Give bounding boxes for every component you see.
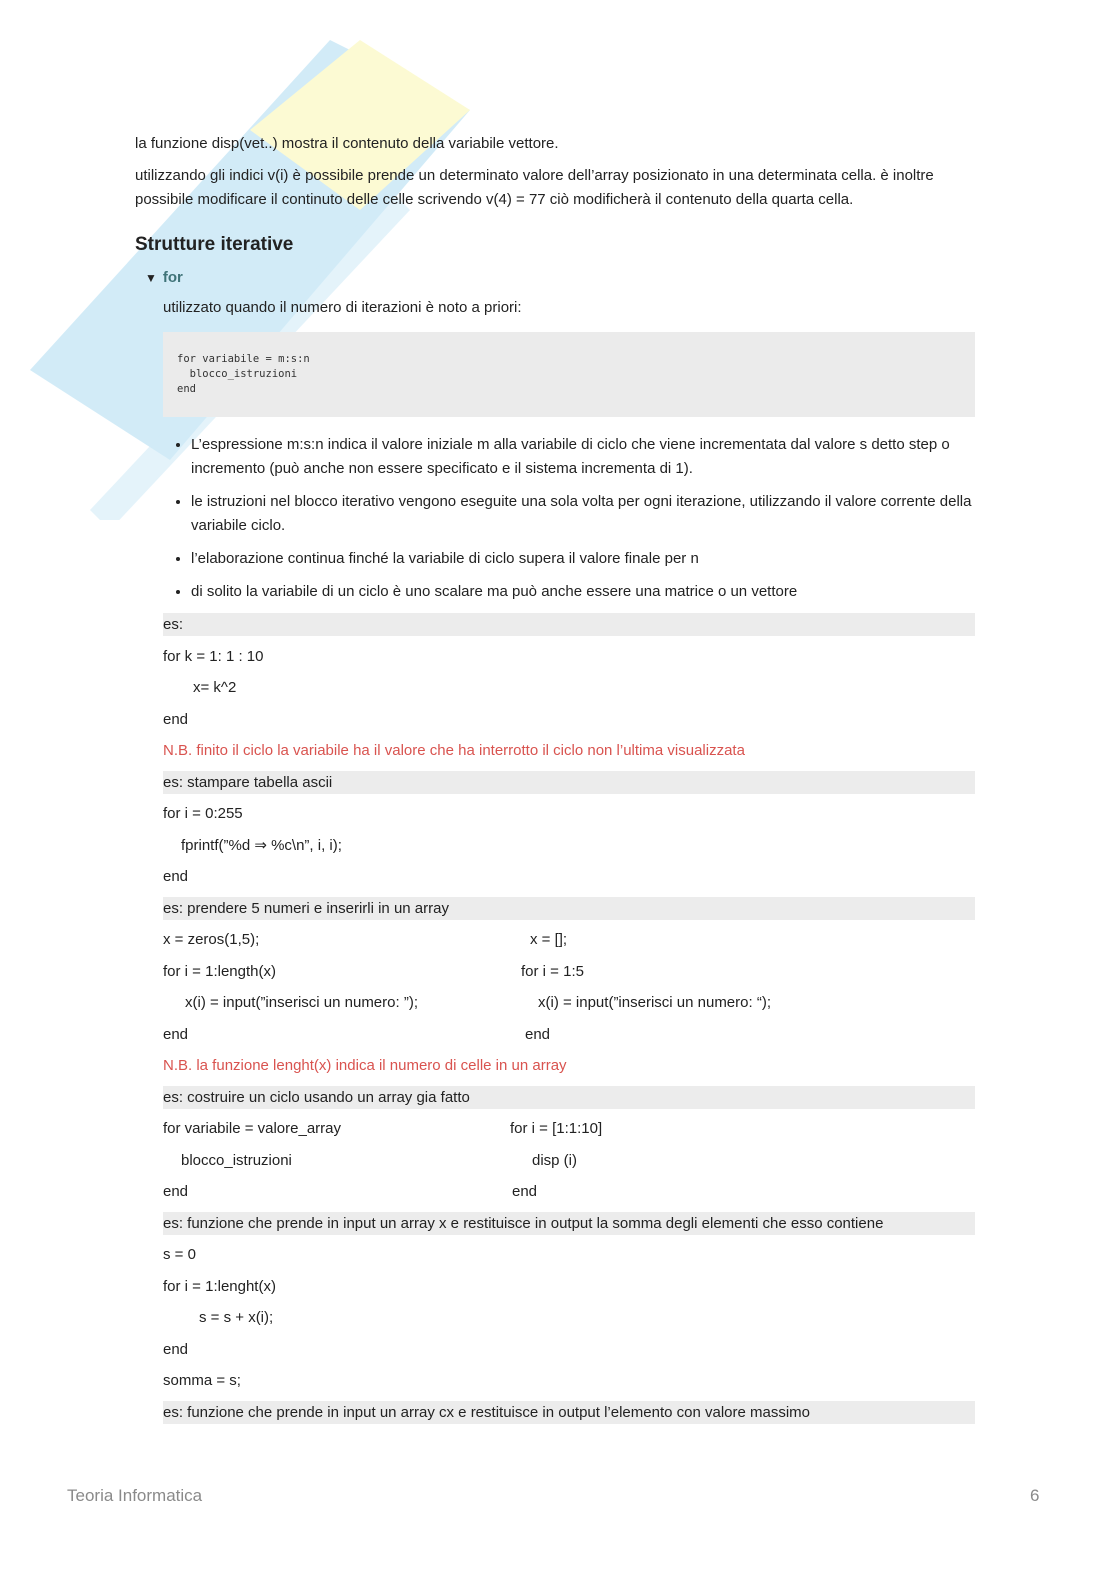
note-text: N.B. finito il ciclo la variabile ha il valore che ha interrotto il ciclo non l’ultima visualizzata	[163, 742, 745, 759]
list-item: • le istruzioni nel blocco iterativo vengono eseguite una sola volta per ogni iterazione, utilizzando il valore corrente della variabile ciclo.	[191, 490, 975, 538]
code-left: for i = 1:length(x)	[163, 962, 276, 980]
footer-title: Teoria Informatica	[67, 1486, 203, 1505]
toggle-label: for	[162, 269, 183, 286]
code-right: for i = 1:5	[521, 962, 584, 980]
bullet-list	[163, 433, 975, 604]
note-text: N.B. la funzione lenght(x) indica il numero di celle in un array	[163, 1057, 567, 1074]
code-row	[163, 1117, 975, 1140]
example-title: es: stampare tabella ascii	[163, 771, 975, 794]
code-left: x(i) = input(”inserisci un numero: ”);	[185, 994, 418, 1011]
list-item: • l’elaborazione continua finché la variabile di ciclo supera il valore finale per n	[191, 547, 975, 571]
code-line: for i = 0:255	[163, 805, 243, 822]
code-line: for k = 1: 1 : 10	[163, 647, 264, 665]
code-left: blocco_istruzioni	[181, 1151, 292, 1169]
triangle-down-icon[interactable]: ▼	[145, 271, 157, 285]
code-line: x= k^2	[193, 679, 237, 696]
example-title: es:	[163, 613, 975, 636]
code-right: disp (i)	[532, 1151, 578, 1169]
code-row	[163, 928, 975, 951]
paragraph: utilizzando gli indici v(i) è possibile prende un determinato valore dell’array posizionato in una determinata cella. è inoltre possibile modificare il continuto delle celle scrivendo v(4) = 77 ciò modificherà il contenuto della quarta cella.	[135, 167, 934, 208]
code-row	[163, 1023, 975, 1046]
code-line: end	[163, 710, 189, 728]
list-item: • di solito la variabile di un ciclo è uno scalare ma può anche essere una matrice o un vettore	[191, 580, 975, 604]
paragraph: utilizzato quando il numero di iterazioni è noto a priori:	[163, 299, 522, 316]
code-left: x = zeros(1,5);	[163, 931, 260, 948]
code-row	[163, 1180, 975, 1203]
code-left: for variabile = valore_array	[163, 1120, 342, 1137]
code-left: end	[163, 1183, 189, 1200]
example-title: es: funzione che prende in input un array x e restituisce in output la somma degli elementi che esso contiene	[163, 1212, 975, 1235]
code-right: end	[525, 1025, 551, 1043]
section-heading: Strutture iterative	[135, 234, 294, 255]
page-content	[135, 132, 975, 1432]
toggle-content	[163, 296, 975, 1424]
code-row	[163, 991, 975, 1014]
code-line: s = 0	[163, 1246, 196, 1263]
code-line: for i = 1:lenght(x)	[163, 1277, 276, 1295]
list-item: • L’espressione m:s:n indica il valore iniziale m alla variabile di ciclo che viene incrementata dal valore s detto step o incremento (può anche non essere specificato e il sistema incrementa di 1).	[191, 433, 975, 481]
example-title: es: funzione che prende in input un array cx e restituisce in output l’elemento con valore massimo	[163, 1401, 975, 1424]
code-line: fprintf(”%d ⇒ %c\n”, i, i);	[181, 836, 342, 854]
code-right: end	[512, 1183, 538, 1200]
code-line: somma = s;	[163, 1372, 241, 1389]
code-right: x(i) = input(”inserisci un numero: “);	[538, 994, 771, 1011]
code-right: x = [];	[530, 931, 568, 948]
paragraph: la funzione disp(vet..) mostra il contenuto della variabile vettore.	[135, 135, 559, 152]
code-row	[163, 960, 975, 983]
code-line: s = s + x(i);	[199, 1309, 274, 1326]
page-number: 6	[1030, 1486, 1040, 1505]
toggle-for[interactable]	[145, 266, 975, 290]
code-row	[163, 1149, 975, 1172]
code-line: end	[163, 1340, 189, 1358]
code-left: end	[163, 1025, 189, 1043]
example-title: es: prendere 5 numeri e inserirli in un array	[163, 897, 975, 920]
code-line: end	[163, 868, 189, 885]
code-right: for i = [1:1:10]	[510, 1120, 603, 1137]
code-block: for variabile = m:s:n blocco_istruzioni end	[163, 332, 975, 417]
example-title: es: costruire un ciclo usando un array gia fatto	[163, 1086, 975, 1109]
